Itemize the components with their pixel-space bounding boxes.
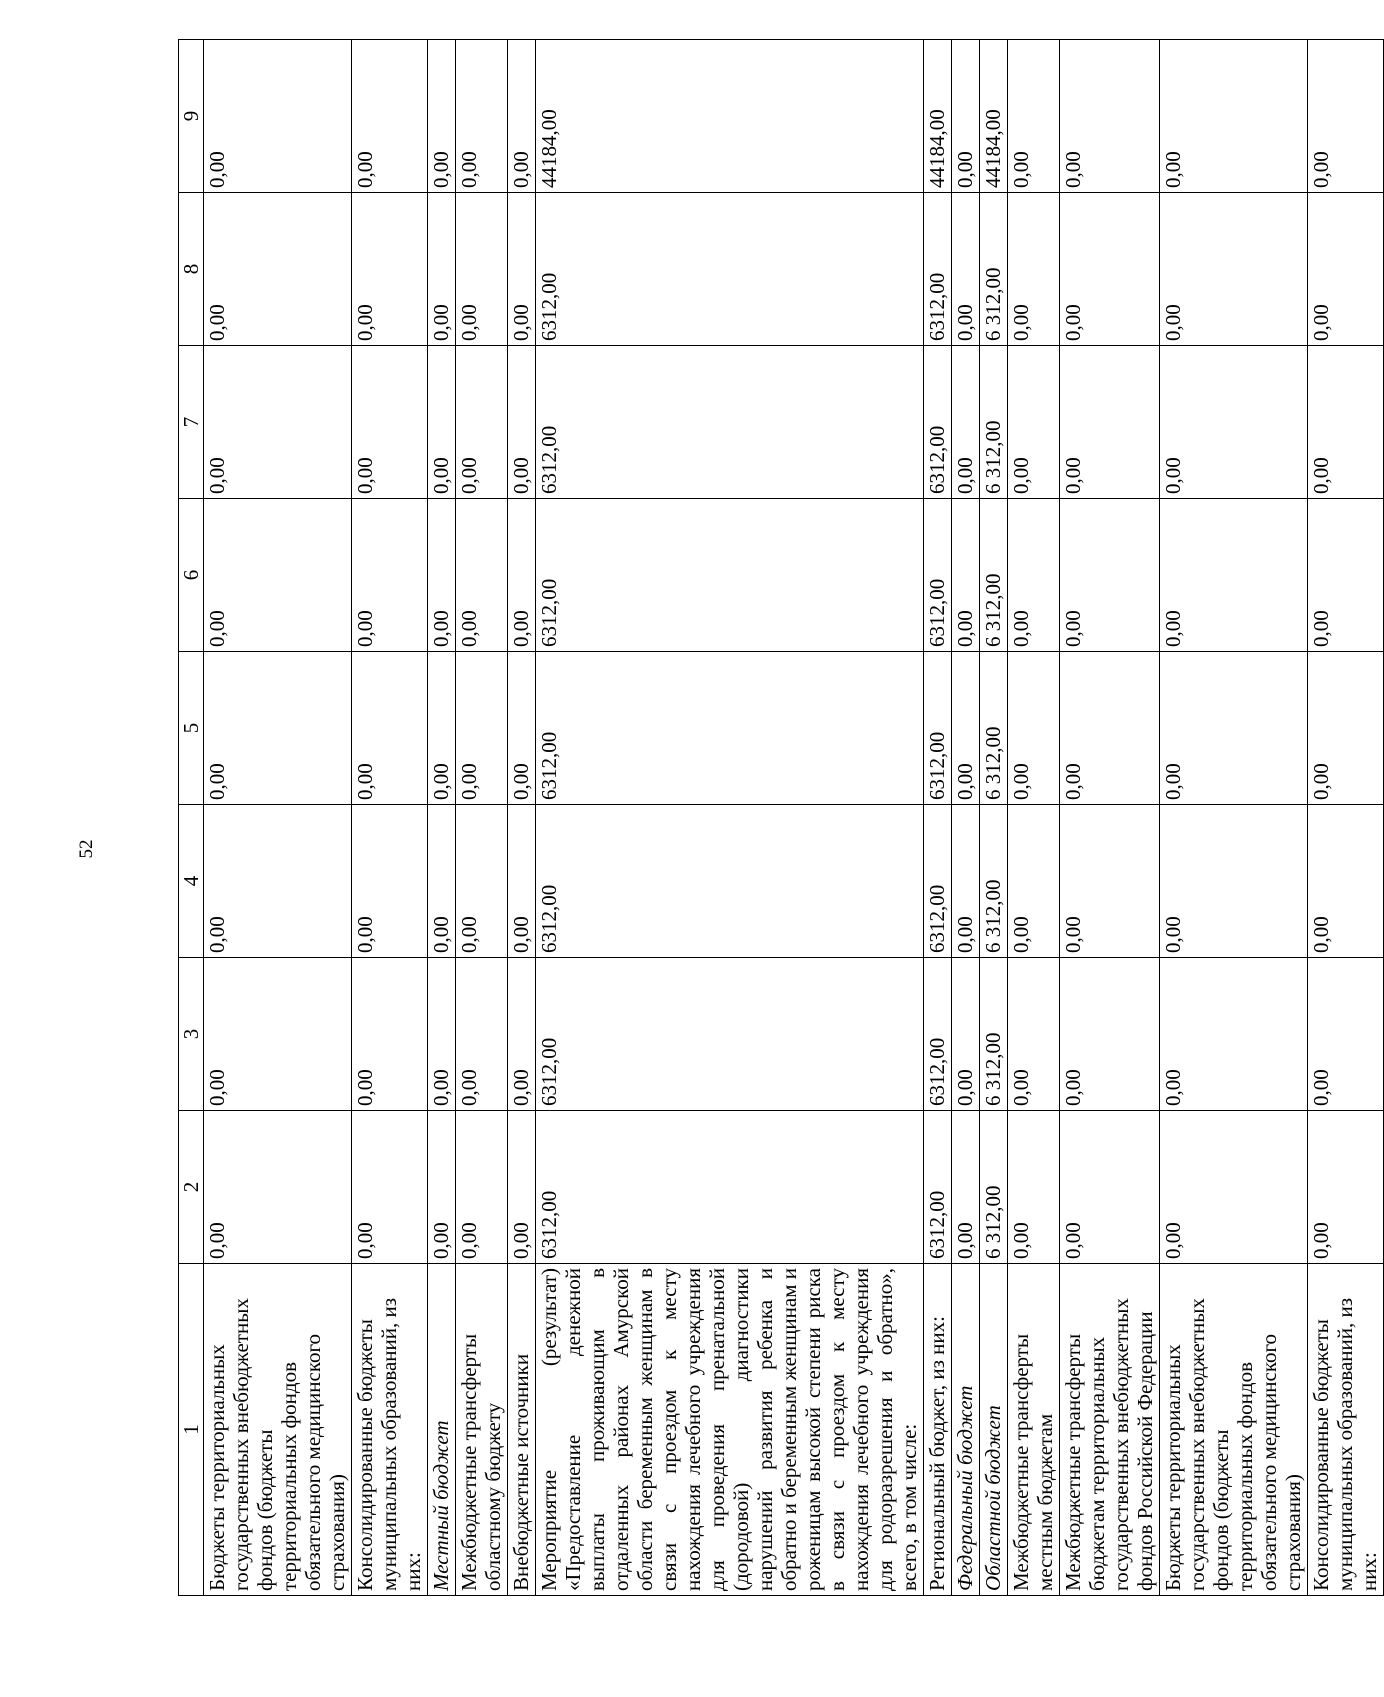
cell-value: 0,00 <box>1060 805 1160 958</box>
cell-value: 0,00 <box>1008 40 1060 193</box>
cell-value: 0,00 <box>1060 193 1160 346</box>
cell-value: 6 312,00 <box>980 805 1008 958</box>
cell-value: 0,00 <box>952 499 980 652</box>
cell-value: 6312,00 <box>924 1111 952 1264</box>
cell-value: 0,00 <box>456 40 508 193</box>
cell-value: 0,00 <box>352 805 428 958</box>
cell-value: 0,00 <box>428 193 456 346</box>
cell-value: 0,00 <box>456 805 508 958</box>
cell-value: 6312,00 <box>924 805 952 958</box>
cell-value: 0,00 <box>204 1111 352 1264</box>
table-row <box>456 40 508 1596</box>
table-row <box>204 40 352 1596</box>
cell-value: 0,00 <box>508 346 536 499</box>
cell-value: 6312,00 <box>536 805 924 958</box>
column-header: 6 <box>179 499 204 652</box>
budget-table <box>178 39 1384 1596</box>
cell-value: 0,00 <box>508 193 536 346</box>
cell-value: 0,00 <box>508 40 536 193</box>
cell-value: 0,00 <box>456 499 508 652</box>
table-row <box>980 40 1008 1596</box>
row-label: Внебюджетные источники <box>508 1264 536 1596</box>
row-label: Консолидированные бюджеты муниципальных образований, из них: <box>352 1264 428 1596</box>
cell-value: 0,00 <box>428 499 456 652</box>
column-header: 9 <box>179 40 204 193</box>
cell-value: 6 312,00 <box>980 346 1008 499</box>
cell-value: 0,00 <box>508 805 536 958</box>
cell-value: 6312,00 <box>536 193 924 346</box>
cell-value: 0,00 <box>1008 958 1060 1111</box>
cell-value: 0,00 <box>456 193 508 346</box>
column-header: 8 <box>179 193 204 346</box>
cell-value: 6312,00 <box>924 346 952 499</box>
cell-value: 0,00 <box>352 346 428 499</box>
row-label: Бюджеты территориальных государственных внебюджетных фондов (бюджеты территориальных фондов обязательного медицинского страхования) <box>1160 1264 1308 1596</box>
cell-value: 0,00 <box>1160 40 1308 193</box>
cell-value: 0,00 <box>352 40 428 193</box>
page-number: 52 <box>76 839 97 859</box>
cell-value: 6312,00 <box>924 652 952 805</box>
column-header: 5 <box>179 652 204 805</box>
cell-value: 6312,00 <box>924 193 952 346</box>
cell-value: 0,00 <box>428 805 456 958</box>
cell-value: 0,00 <box>352 1111 428 1264</box>
cell-value: 0,00 <box>352 652 428 805</box>
cell-value: 0,00 <box>1008 805 1060 958</box>
cell-value: 0,00 <box>1308 346 1384 499</box>
cell-value: 44184,00 <box>536 40 924 193</box>
cell-value: 0,00 <box>456 958 508 1111</box>
row-label: Местный бюджет <box>428 1264 456 1596</box>
table-row <box>924 40 952 1596</box>
row-label: Федеральный бюджет <box>952 1264 980 1596</box>
row-label: Межбюджетные трансферты местным бюджетам <box>1008 1264 1060 1596</box>
cell-value: 0,00 <box>352 499 428 652</box>
column-header: 7 <box>179 346 204 499</box>
table-row <box>1308 40 1384 1596</box>
cell-value: 6 312,00 <box>980 1111 1008 1264</box>
table-row <box>1160 40 1308 1596</box>
cell-value: 0,00 <box>1160 805 1308 958</box>
table-row <box>428 40 456 1596</box>
cell-value: 44184,00 <box>924 40 952 193</box>
table-header-row <box>179 40 204 1596</box>
cell-value: 6 312,00 <box>980 499 1008 652</box>
cell-value: 0,00 <box>428 1111 456 1264</box>
column-header: 1 <box>179 1264 204 1596</box>
cell-value: 0,00 <box>204 958 352 1111</box>
cell-value: 0,00 <box>352 193 428 346</box>
cell-value: 6 312,00 <box>980 652 1008 805</box>
cell-value: 0,00 <box>428 652 456 805</box>
cell-value: 6 312,00 <box>980 958 1008 1111</box>
cell-value: 0,00 <box>952 193 980 346</box>
cell-value: 0,00 <box>428 40 456 193</box>
cell-value: 0,00 <box>1008 1111 1060 1264</box>
column-header: 4 <box>179 805 204 958</box>
cell-value: 0,00 <box>204 652 352 805</box>
row-label: Межбюджетные трансферты бюджетам территориальных государственных внебюджетных фондов Российской Федерации <box>1060 1264 1160 1596</box>
cell-value: 0,00 <box>952 40 980 193</box>
cell-value: 0,00 <box>1060 499 1160 652</box>
row-label: Межбюджетные трансферты областному бюджету <box>456 1264 508 1596</box>
cell-value: 0,00 <box>204 193 352 346</box>
cell-value: 0,00 <box>1008 652 1060 805</box>
cell-value: 0,00 <box>204 40 352 193</box>
row-label: Консолидированные бюджеты муниципальных образований, из них: <box>1308 1264 1384 1596</box>
column-header: 3 <box>179 958 204 1111</box>
table-row <box>536 40 924 1596</box>
cell-value: 0,00 <box>952 805 980 958</box>
cell-value: 0,00 <box>1308 958 1384 1111</box>
cell-value: 0,00 <box>456 346 508 499</box>
cell-value: 0,00 <box>1160 193 1308 346</box>
cell-value: 0,00 <box>508 958 536 1111</box>
cell-value: 6312,00 <box>536 958 924 1111</box>
cell-value: 0,00 <box>1160 1111 1308 1264</box>
cell-value: 6312,00 <box>536 346 924 499</box>
row-label: Мероприятие (результат) «Предоставление денежной выплаты проживающим в отдаленных районах Амурской области беременным женщинам в связи с проездом к месту нахождения лечебного учреждения для проведения пренатальной (дородовой) диагностики нарушений развития ребенка и обратно и беременным женщинам и роженицам высокой степени риска в связи с проездом к месту нахождения лечебного учреждения для родоразрешения и обратно», всего, в том числе: <box>536 1264 924 1596</box>
cell-value: 44184,00 <box>980 40 1008 193</box>
cell-value: 0,00 <box>1308 1111 1384 1264</box>
cell-value: 0,00 <box>1008 193 1060 346</box>
table-row <box>352 40 428 1596</box>
cell-value: 0,00 <box>508 652 536 805</box>
cell-value: 0,00 <box>1060 958 1160 1111</box>
cell-value: 0,00 <box>1060 346 1160 499</box>
cell-value: 0,00 <box>1008 499 1060 652</box>
cell-value: 0,00 <box>1308 40 1384 193</box>
cell-value: 0,00 <box>1308 193 1384 346</box>
cell-value: 0,00 <box>952 652 980 805</box>
cell-value: 0,00 <box>1160 652 1308 805</box>
cell-value: 6312,00 <box>536 1111 924 1264</box>
cell-value: 0,00 <box>1060 1111 1160 1264</box>
cell-value: 0,00 <box>204 805 352 958</box>
cell-value: 6312,00 <box>924 499 952 652</box>
cell-value: 0,00 <box>1160 499 1308 652</box>
cell-value: 0,00 <box>508 1111 536 1264</box>
cell-value: 0,00 <box>952 1111 980 1264</box>
cell-value: 6 312,00 <box>980 193 1008 346</box>
table-row <box>508 40 536 1596</box>
cell-value: 0,00 <box>204 346 352 499</box>
cell-value: 0,00 <box>1308 652 1384 805</box>
row-label: Региональный бюджет, из них: <box>924 1264 952 1596</box>
cell-value: 0,00 <box>352 958 428 1111</box>
row-label: Бюджеты территориальных государственных внебюджетных фондов (бюджеты территориальных фондов обязательного медицинского страхования) <box>204 1264 352 1596</box>
cell-value: 6312,00 <box>924 958 952 1111</box>
cell-value: 0,00 <box>1160 958 1308 1111</box>
cell-value: 0,00 <box>1308 499 1384 652</box>
cell-value: 0,00 <box>204 499 352 652</box>
cell-value: 0,00 <box>952 346 980 499</box>
cell-value: 0,00 <box>1060 40 1160 193</box>
cell-value: 0,00 <box>1060 652 1160 805</box>
cell-value: 0,00 <box>456 652 508 805</box>
cell-value: 0,00 <box>1160 346 1308 499</box>
cell-value: 0,00 <box>952 958 980 1111</box>
cell-value: 0,00 <box>508 499 536 652</box>
cell-value: 0,00 <box>428 346 456 499</box>
column-header: 2 <box>179 1111 204 1264</box>
table-row <box>1008 40 1060 1596</box>
row-label: Областной бюджет <box>980 1264 1008 1596</box>
cell-value: 0,00 <box>428 958 456 1111</box>
cell-value: 6312,00 <box>536 652 924 805</box>
table-row <box>952 40 980 1596</box>
cell-value: 0,00 <box>1008 346 1060 499</box>
cell-value: 0,00 <box>1308 805 1384 958</box>
table-row <box>1060 40 1160 1596</box>
cell-value: 0,00 <box>456 1111 508 1264</box>
cell-value: 6312,00 <box>536 499 924 652</box>
